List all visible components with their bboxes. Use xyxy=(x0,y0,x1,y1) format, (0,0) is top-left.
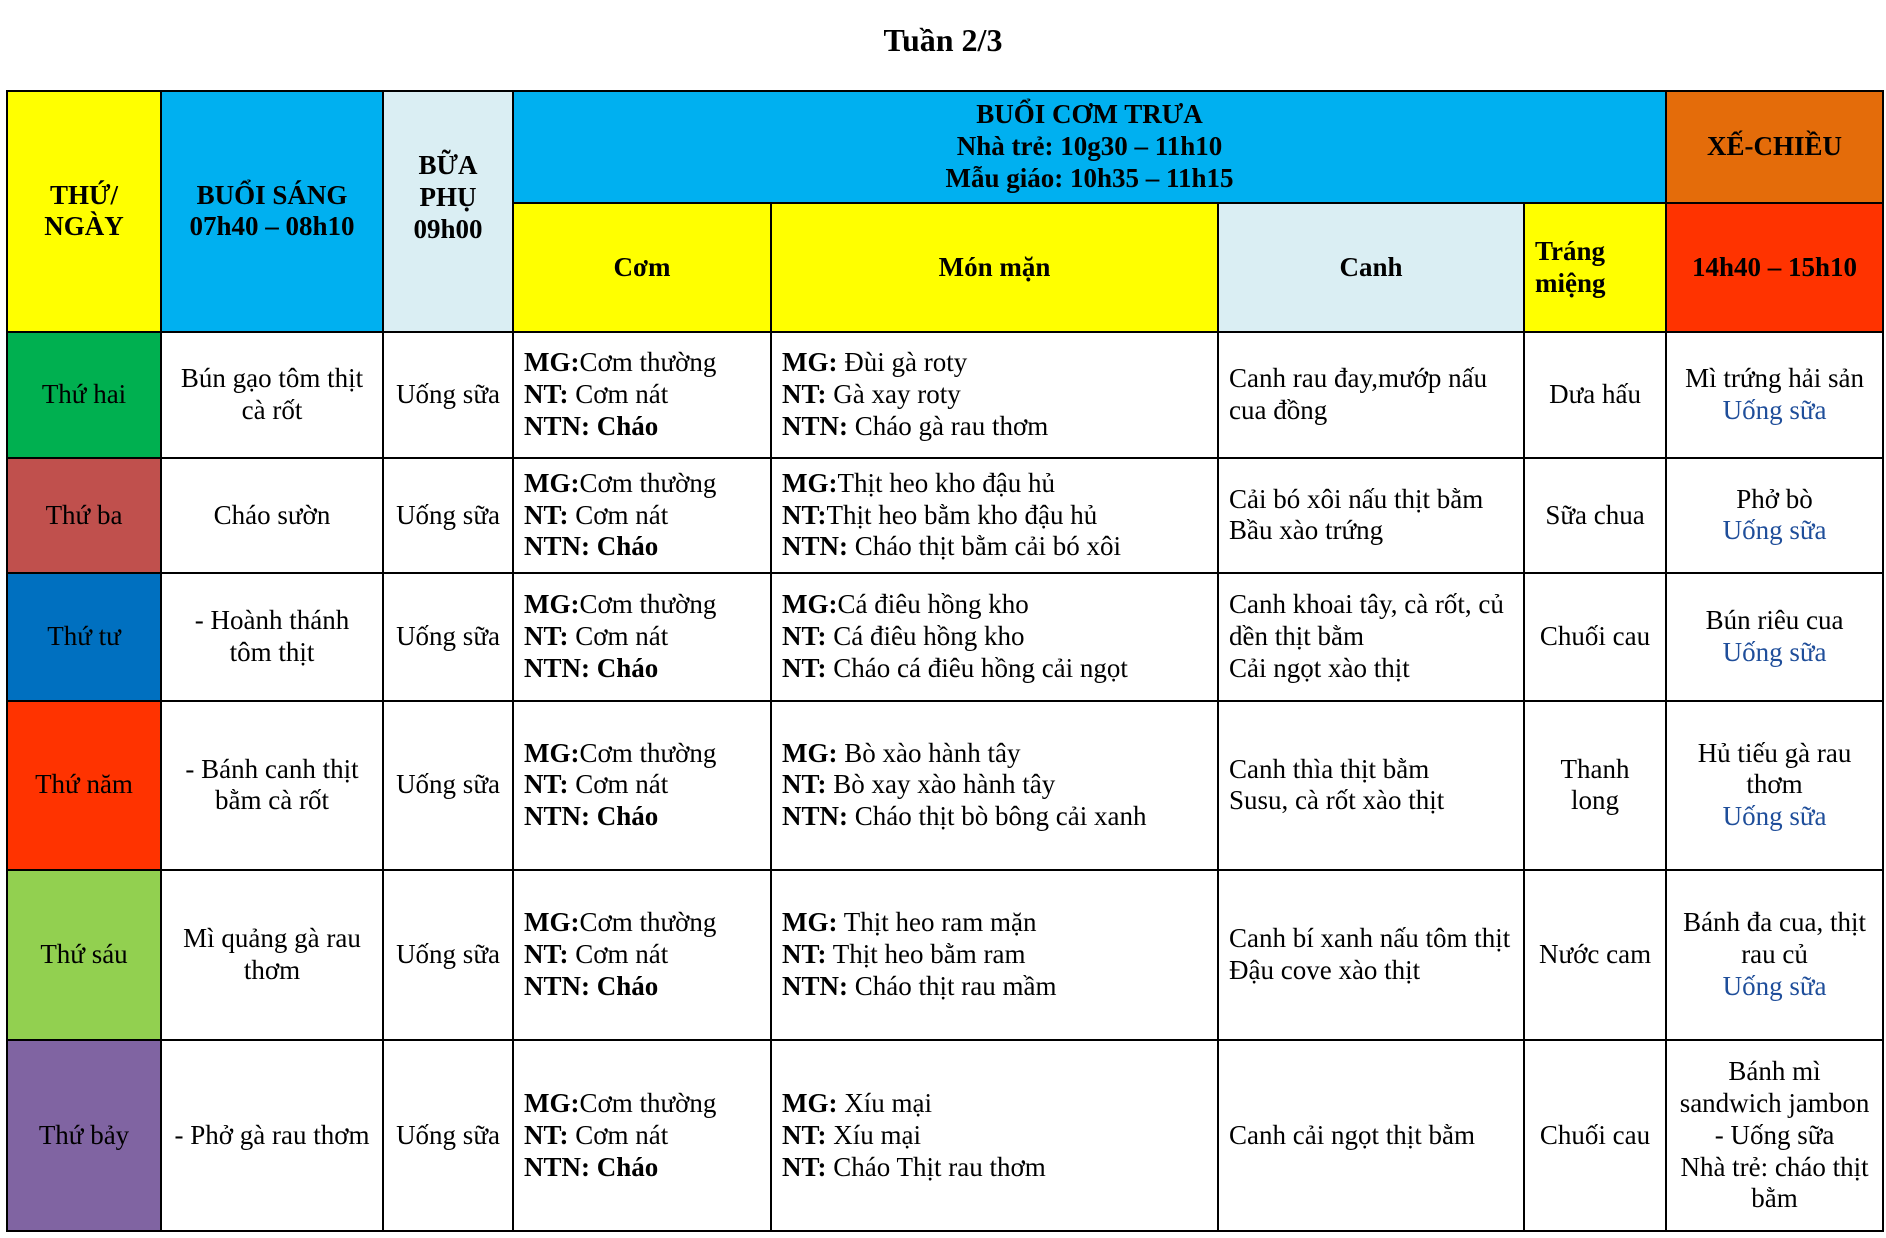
header-afternoon-time: 14h40 – 15h10 xyxy=(1666,203,1883,331)
rice-cell xyxy=(513,458,771,572)
afternoon-milk: Uống sữa xyxy=(1722,636,1827,667)
main-mg-value: Xíu mại xyxy=(837,1087,932,1118)
rice-ntn-key: NTN: xyxy=(524,652,590,683)
header-afternoon: XẾ-CHIỀU xyxy=(1666,91,1883,203)
rice-nt-value: Cơm nát xyxy=(568,939,669,970)
day-cell: Thứ sáu xyxy=(7,870,161,1041)
header-lunch-nt: Nhà trẻ: 10g30 – 11h10 xyxy=(956,131,1223,162)
rice-ntn-value: Cháo xyxy=(590,801,659,832)
main-mg-value: Thịt heo ram mặn xyxy=(837,907,1037,938)
morning-cell: Bún gạo tôm thịt cà rốt xyxy=(161,332,383,458)
header-lunch-mg: Mẫu giáo: 10h35 – 11h15 xyxy=(945,163,1234,194)
main-dish-cell xyxy=(771,701,1218,870)
main-mg-key: MG: xyxy=(782,1087,838,1118)
afternoon-dish: Phở bò xyxy=(1736,483,1813,514)
afternoon-dish: Hủ tiếu gà rau thơm xyxy=(1697,737,1852,800)
dessert-cell: Chuối cau xyxy=(1524,573,1666,701)
rice-nt-key: NT: xyxy=(524,769,569,800)
header-snack xyxy=(383,91,513,332)
main-nt-value: Xíu mại xyxy=(826,1119,921,1150)
main-nt-value: Thịt heo bằm kho đậu hủ xyxy=(826,499,1098,530)
header-row-1 xyxy=(7,91,1883,203)
soup-cell xyxy=(1218,701,1524,870)
rice-mg-key: MG: xyxy=(524,1087,580,1118)
main-ntn-value: Cháo thịt bằm cải bó xôi xyxy=(848,531,1121,562)
afternoon-cell xyxy=(1666,1040,1883,1231)
morning-cell: - Bánh canh thịt bằm cà rốt xyxy=(161,701,383,870)
day-cell: Thứ ba xyxy=(7,458,161,572)
rice-ntn-key: NTN: xyxy=(524,531,590,562)
header-day: THỨ/ NGÀY xyxy=(7,91,161,332)
rice-cell xyxy=(513,1040,771,1231)
main-mg-value: Đùi gà roty xyxy=(837,347,968,378)
table-row xyxy=(7,701,1883,870)
table-row xyxy=(7,1040,1883,1231)
soup-cell xyxy=(1218,332,1524,458)
main-ntn-value: Cháo cá điêu hồng cải ngọt xyxy=(826,652,1128,683)
dessert-cell: Dưa hấu xyxy=(1524,332,1666,458)
soup-line: Cải bó xôi nấu thịt bằm xyxy=(1229,483,1484,514)
snack-cell: Uống sữa xyxy=(383,332,513,458)
rice-nt-key: NT: xyxy=(524,939,569,970)
rice-cell xyxy=(513,332,771,458)
afternoon-dish: Mì trứng hải sản xyxy=(1685,363,1864,394)
rice-ntn-key: NTN: xyxy=(524,410,590,441)
main-nt-key: NT: xyxy=(782,939,827,970)
main-nt-key: NT: xyxy=(782,379,827,410)
soup-line: Susu, cà rốt xào thịt xyxy=(1229,785,1445,816)
afternoon-cell xyxy=(1666,701,1883,870)
rice-ntn-value: Cháo xyxy=(590,410,659,441)
main-mg-key: MG: xyxy=(782,589,838,620)
snack-cell: Uống sữa xyxy=(383,870,513,1041)
main-ntn-value: Cháo Thịt rau thơm xyxy=(826,1151,1046,1182)
afternoon-dish: Bún riêu cua xyxy=(1705,605,1844,636)
rice-nt-value: Cơm nát xyxy=(568,499,669,530)
rice-mg-key: MG: xyxy=(524,589,580,620)
soup-cell xyxy=(1218,573,1524,701)
main-nt-value: Thịt heo bằm ram xyxy=(826,939,1026,970)
afternoon-cell xyxy=(1666,870,1883,1041)
header-soup: Canh xyxy=(1218,203,1524,331)
header-morning xyxy=(161,91,383,332)
main-mg-value: Bò xào hành tây xyxy=(837,737,1021,768)
main-dish-cell xyxy=(771,1040,1218,1231)
rice-cell xyxy=(513,701,771,870)
afternoon-milk: Uống sữa xyxy=(1722,801,1827,832)
dessert-cell: Nước cam xyxy=(1524,870,1666,1041)
main-nt-key: NT: xyxy=(782,769,827,800)
rice-mg-value: Cơm thường xyxy=(579,1087,717,1118)
main-dish-cell xyxy=(771,332,1218,458)
header-snack-time: 09h00 xyxy=(413,213,483,244)
main-nt-key: NT: xyxy=(782,620,827,651)
main-dish-cell xyxy=(771,870,1218,1041)
snack-cell: Uống sữa xyxy=(383,458,513,572)
main-mg-value: Cá điêu hồng kho xyxy=(837,589,1029,620)
page-title: Tuần 2/3 xyxy=(883,22,1003,58)
weekly-menu-table xyxy=(6,90,1884,1232)
dessert-cell: Sữa chua xyxy=(1524,458,1666,572)
day-cell: Thứ năm xyxy=(7,701,161,870)
header-snack-line2: PHỤ xyxy=(419,181,477,212)
main-nt-key: NT: xyxy=(782,1119,827,1150)
rice-ntn-value: Cháo xyxy=(590,1151,659,1182)
soup-line: Canh thìa thịt bằm xyxy=(1229,753,1430,784)
header-morning-time: 07h40 – 08h10 xyxy=(189,211,355,242)
soup-line: Bầu xào trứng xyxy=(1229,515,1384,546)
morning-cell: - Phở gà rau thơm xyxy=(161,1040,383,1231)
rice-mg-value: Cơm thường xyxy=(579,737,717,768)
rice-ntn-key: NTN: xyxy=(524,970,590,1001)
rice-cell xyxy=(513,573,771,701)
day-cell: Thứ tư xyxy=(7,573,161,701)
header-lunch xyxy=(513,91,1666,203)
main-mg-key: MG: xyxy=(782,347,838,378)
main-mg-value: Thịt heo kho đậu hủ xyxy=(837,467,1055,498)
day-cell: Thứ bảy xyxy=(7,1040,161,1231)
rice-cell xyxy=(513,870,771,1041)
main-ntn-value: Cháo gà rau thơm xyxy=(848,410,1049,441)
main-ntn-key: NT: xyxy=(782,652,827,683)
main-mg-key: MG: xyxy=(782,737,838,768)
rice-ntn-key: NTN: xyxy=(524,801,590,832)
rice-ntn-value: Cháo xyxy=(590,970,659,1001)
rice-nt-key: NT: xyxy=(524,620,569,651)
afternoon-milk: Uống sữa xyxy=(1722,395,1827,426)
main-ntn-key: NTN: xyxy=(782,801,848,832)
rice-nt-value: Cơm nát xyxy=(568,769,669,800)
main-ntn-value: Cháo thịt bò bông cải xanh xyxy=(848,801,1147,832)
soup-line: Canh cải ngọt thịt bằm xyxy=(1229,1119,1475,1150)
main-ntn-key: NTN: xyxy=(782,410,848,441)
soup-line: Canh bí xanh nấu tôm thịt xyxy=(1229,923,1511,954)
morning-cell: - Hoành thánh tôm thịt xyxy=(161,573,383,701)
main-nt-value: Gà xay roty xyxy=(826,379,961,410)
main-mg-key: MG: xyxy=(782,467,838,498)
rice-nt-value: Cơm nát xyxy=(568,620,669,651)
dessert-cell: Chuối cau xyxy=(1524,1040,1666,1231)
rice-mg-key: MG: xyxy=(524,347,580,378)
afternoon-milk: Uống sữa xyxy=(1722,515,1827,546)
afternoon-extra: Nhà trẻ: cháo thịt bằm xyxy=(1680,1151,1869,1214)
main-nt-key: NT: xyxy=(782,499,827,530)
rice-nt-key: NT: xyxy=(524,379,569,410)
rice-ntn-value: Cháo xyxy=(590,531,659,562)
rice-mg-value: Cơm thường xyxy=(579,589,717,620)
rice-mg-value: Cơm thường xyxy=(579,347,717,378)
header-lunch-title: BUỔI CƠM TRƯA xyxy=(976,99,1203,130)
header-main-dish: Món mặn xyxy=(771,203,1218,331)
rice-nt-value: Cơm nát xyxy=(568,1119,669,1150)
header-snack-line1: BỮA xyxy=(418,150,478,180)
soup-cell xyxy=(1218,870,1524,1041)
rice-mg-value: Cơm thường xyxy=(579,467,717,498)
rice-mg-key: MG: xyxy=(524,907,580,938)
main-dish-cell xyxy=(771,573,1218,701)
soup-line: Cải ngọt xào thịt xyxy=(1229,652,1410,683)
header-dessert: Tráng miệng xyxy=(1524,203,1666,331)
soup-line: Canh rau đay,mướp nấu cua đồng xyxy=(1229,363,1488,426)
table-row xyxy=(7,870,1883,1041)
afternoon-cell xyxy=(1666,573,1883,701)
rice-nt-key: NT: xyxy=(524,499,569,530)
main-ntn-value: Cháo thịt rau mầm xyxy=(848,970,1057,1001)
main-mg-key: MG: xyxy=(782,907,838,938)
header-rice: Cơm xyxy=(513,203,771,331)
snack-cell: Uống sữa xyxy=(383,701,513,870)
rice-mg-value: Cơm thường xyxy=(579,907,717,938)
main-ntn-key: NTN: xyxy=(782,531,848,562)
snack-cell: Uống sữa xyxy=(383,1040,513,1231)
main-nt-value: Cá điêu hồng kho xyxy=(826,620,1025,651)
afternoon-dish: Bánh mì sandwich jambon - Uống sữa xyxy=(1679,1055,1870,1150)
soup-line: Canh khoai tây, cà rốt, củ dền thịt bằm xyxy=(1229,589,1504,651)
afternoon-dish: Bánh đa cua, thịt rau củ xyxy=(1683,907,1867,970)
table-row xyxy=(7,573,1883,701)
dessert-cell: Thanh long xyxy=(1524,701,1666,870)
rice-mg-key: MG: xyxy=(524,737,580,768)
rice-nt-value: Cơm nát xyxy=(568,379,669,410)
main-ntn-key: NTN: xyxy=(782,970,848,1001)
soup-cell xyxy=(1218,1040,1524,1231)
main-nt-value: Bò xay xào hành tây xyxy=(826,769,1056,800)
afternoon-cell xyxy=(1666,332,1883,458)
morning-cell: Mì quảng gà rau thơm xyxy=(161,870,383,1041)
soup-line: Đậu cove xào thịt xyxy=(1229,954,1421,985)
rice-nt-key: NT: xyxy=(524,1119,569,1150)
afternoon-cell xyxy=(1666,458,1883,572)
main-dish-cell xyxy=(771,458,1218,572)
rice-ntn-key: NTN: xyxy=(524,1151,590,1182)
main-ntn-key: NT: xyxy=(782,1151,827,1182)
afternoon-milk: Uống sữa xyxy=(1722,970,1827,1001)
snack-cell: Uống sữa xyxy=(383,573,513,701)
rice-ntn-value: Cháo xyxy=(590,652,659,683)
day-cell: Thứ hai xyxy=(7,332,161,458)
morning-cell: Cháo sườn xyxy=(161,458,383,572)
table-row xyxy=(7,332,1883,458)
table-row xyxy=(7,458,1883,572)
soup-cell xyxy=(1218,458,1524,572)
header-morning-label: BUỔI SÁNG xyxy=(196,179,348,210)
rice-mg-key: MG: xyxy=(524,467,580,498)
